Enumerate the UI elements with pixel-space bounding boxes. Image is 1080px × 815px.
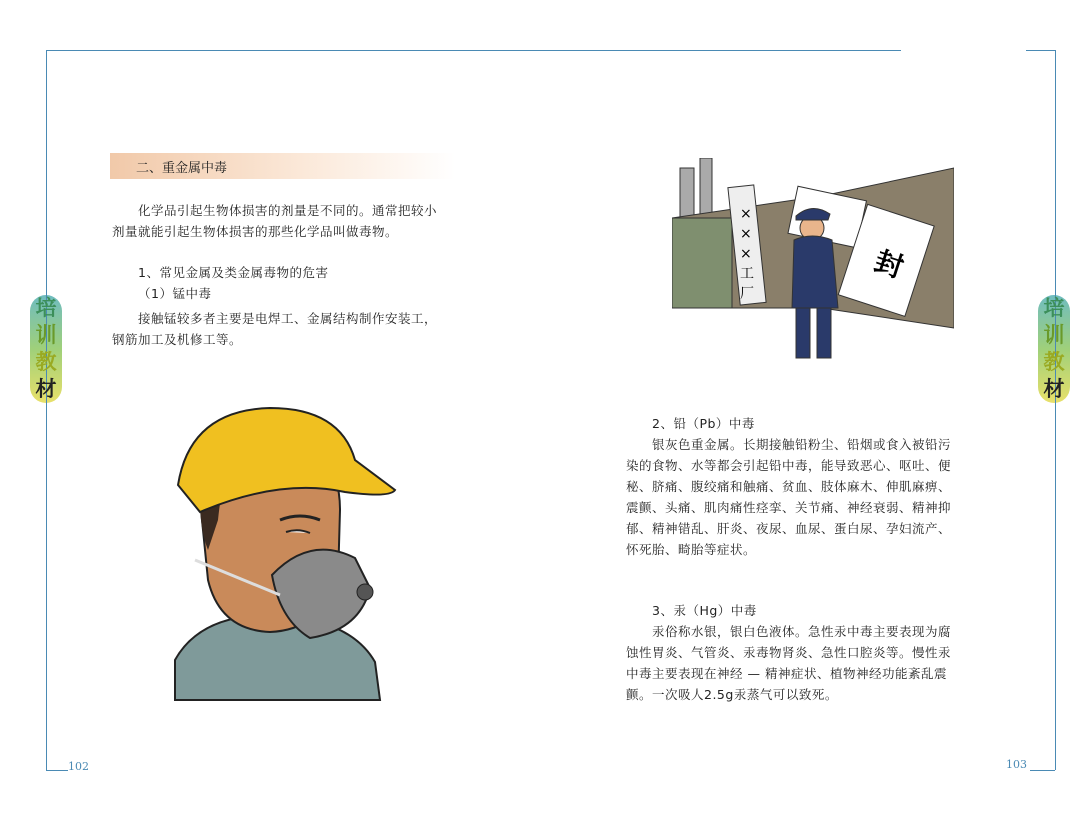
- lead-line: 郁、精神错乱、肝炎、夜尿、血尿、蛋白尿、孕妇流产、: [626, 521, 952, 536]
- lead-title: 2、铅（Pb）中毒: [652, 416, 755, 431]
- page-number-right: 103: [1006, 758, 1027, 771]
- side-tab-char: 教: [35, 350, 57, 374]
- lead-section: [626, 413, 961, 560]
- right-frame-top: [1026, 50, 1055, 51]
- side-tab-char: 材: [35, 377, 57, 401]
- manganese-line: 钢筋加工及机修工等。: [112, 332, 243, 347]
- intro-paragraph: [112, 200, 452, 242]
- mercury-line: 蚀性胃炎、气管炎、汞毒物肾炎、急性口腔炎等。慢性汞: [626, 645, 952, 660]
- factory-sealed-illustration: [672, 158, 954, 370]
- lead-line: 秘、脐痛、腹绞痛和触痛、贫血、肢体麻木、伸肌麻痹、: [626, 479, 952, 494]
- side-tab-char: 培: [35, 296, 57, 320]
- intro-line: 剂量就能引起生物体损害的那些化学品叫做毒物。: [112, 224, 399, 239]
- side-tab-char: 培: [1043, 296, 1065, 320]
- page-number-left: 102: [68, 760, 89, 773]
- left-frame-bottom: [46, 770, 68, 771]
- factory-sign-text: × × ×工厂: [740, 206, 754, 302]
- section-heading-bar: [110, 153, 455, 179]
- side-tab-char: 教: [1043, 350, 1065, 374]
- lead-line: 染的食物、水等都会引起铅中毒，能导致恶心、呕吐、便: [626, 458, 952, 473]
- lead-line: 银灰色重金属。长期接触铅粉尘、铅烟或食入被铅污: [652, 437, 952, 452]
- intro-line: 化学品引起生物体损害的剂量是不同的。通常把较小: [138, 203, 438, 218]
- right-frame-right: [1055, 50, 1056, 770]
- section-title: 二、重金属中毒: [136, 161, 228, 176]
- side-tab-char: 训: [1043, 323, 1065, 347]
- right-side-tab: [1040, 295, 1068, 403]
- mercury-line: 汞俗称水银，银白色液体。急性汞中毒主要表现为腐: [652, 624, 952, 639]
- heading-metal-hazards: 1、常见金属及类金属毒物的危害: [138, 265, 329, 280]
- mercury-line: 颤。一次吸人2.5g汞蒸气可以致死。: [626, 687, 838, 702]
- left-frame-top: [46, 50, 901, 51]
- mercury-section: [626, 600, 961, 705]
- left-side-tab: [32, 295, 60, 403]
- lead-line: 怀死胎、畸胎等症状。: [626, 542, 757, 557]
- right-frame-bottom: [1030, 770, 1055, 771]
- manganese-line: 接触锰较多者主要是电焊工、金属结构制作安装工，: [138, 311, 438, 326]
- lead-line: 震颤、头痛、肌肉痛性痉挛、关节痛、神经衰弱、精神抑: [626, 500, 952, 515]
- mercury-title: 3、汞（Hg）中毒: [652, 603, 757, 618]
- worker-with-mask-illustration: [160, 400, 400, 705]
- manganese-section: [112, 262, 452, 350]
- side-tab-char: 材: [1043, 377, 1065, 401]
- left-frame-left: [46, 50, 47, 770]
- subheading-manganese: （1）锰中毒: [138, 286, 212, 301]
- seal-sign-text: 封: [870, 244, 908, 285]
- side-tab-char: 训: [35, 323, 57, 347]
- mercury-line: 中毒主要表现在神经 — 精神症状、植物神经功能紊乱震: [626, 666, 947, 681]
